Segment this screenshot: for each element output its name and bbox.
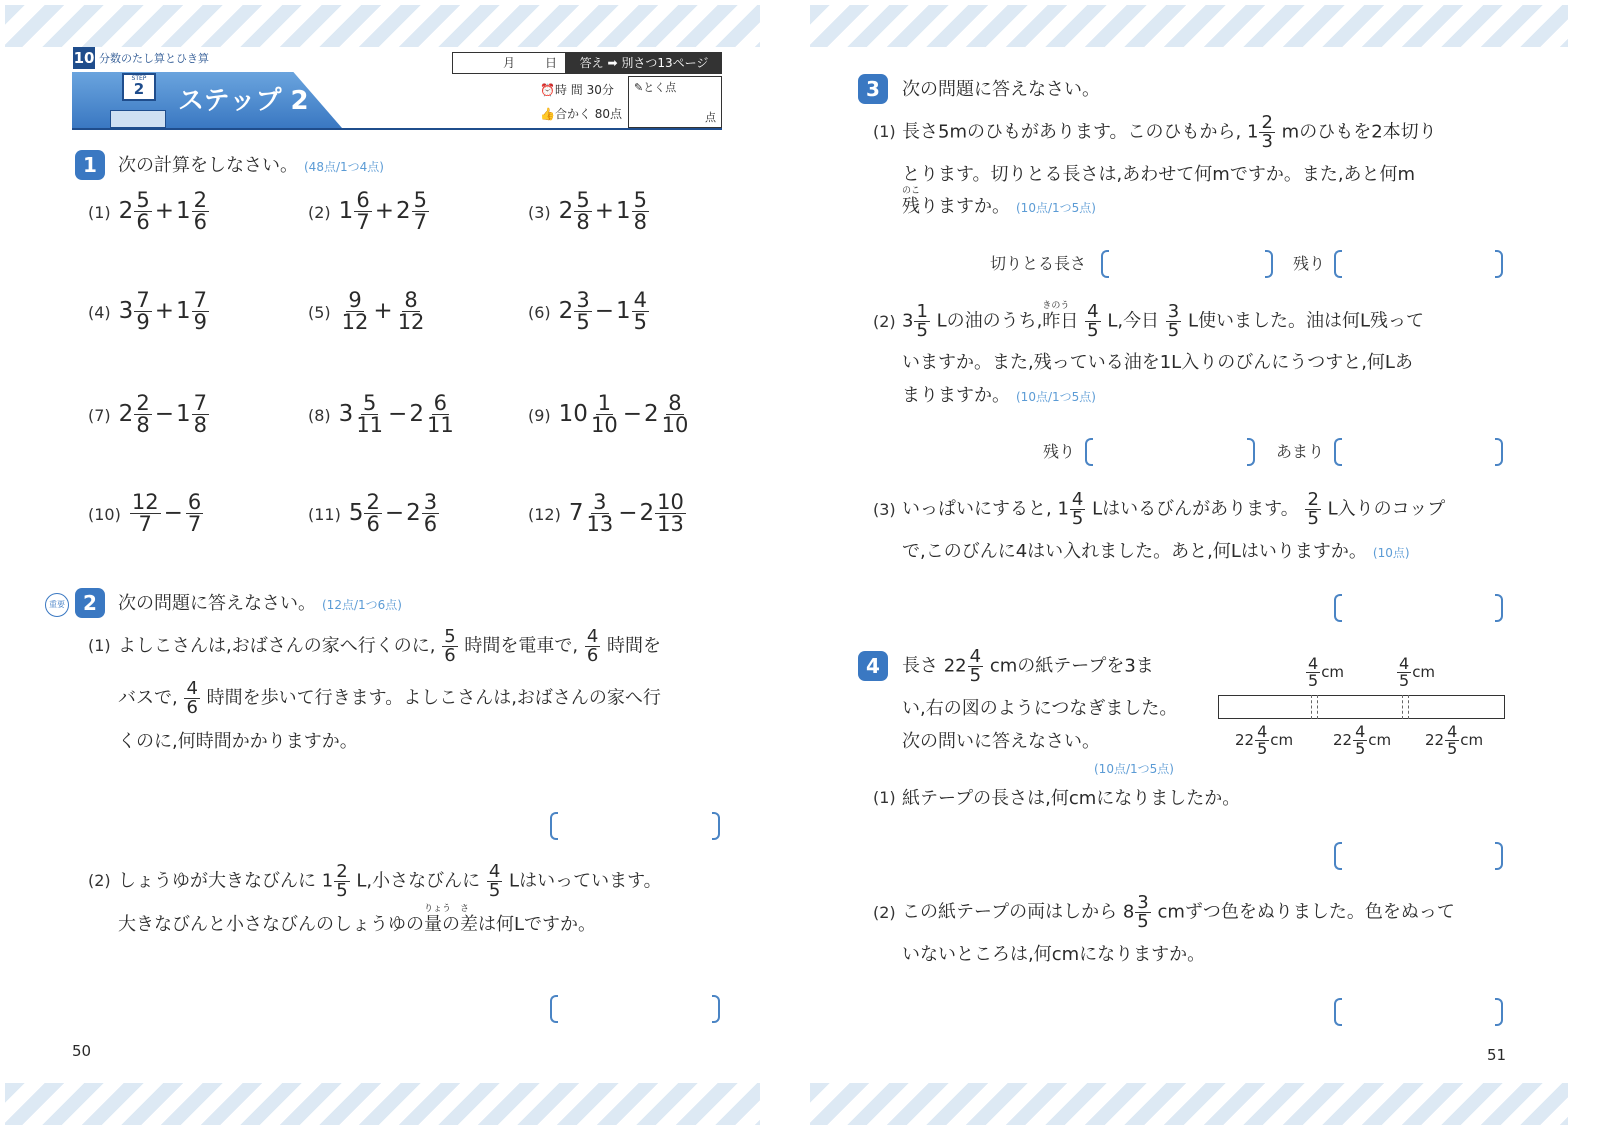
q3-1-answer1-bracket-left[interactable] [1101, 250, 1109, 278]
denominator: 6 [423, 512, 438, 536]
unit-number: 10 [73, 49, 95, 67]
q4-1-answer-bracket-left[interactable] [1334, 842, 1342, 870]
fraction [660, 393, 691, 436]
q4-2-answer-bracket-right[interactable] [1495, 998, 1503, 1026]
step-title: ステップ 2 [178, 86, 309, 116]
q2-2-label: (2) [88, 871, 111, 890]
q1-points: (48点/1つ4点) [304, 160, 384, 174]
fraction: $\frac{2}{5}$ [336, 861, 348, 901]
piece-label-3: 22 $\frac{4}{5}$ cm [1425, 722, 1484, 758]
fraction: $\frac{3}{5}$ [1137, 892, 1149, 932]
clock-icon: ⏰ [540, 83, 555, 97]
numerator: 5 [136, 188, 150, 212]
q2-number: 2 [75, 588, 105, 618]
fraction [574, 190, 591, 233]
q1-problem [88, 492, 204, 535]
operator: − [594, 298, 614, 324]
q1-problem [308, 290, 427, 333]
top-stripe-right [810, 5, 1568, 47]
page-number-right: 51 [1487, 1046, 1507, 1064]
denominator: 5 [576, 310, 590, 334]
operator: + [154, 298, 174, 324]
pass-text: 合かく 80点 [554, 107, 623, 121]
q3-1-line3: のこ 残りますか。 (10点/1つ5点) [902, 186, 1096, 217]
whole-number: 2 [643, 401, 659, 427]
q2-1-answer-bracket-left[interactable] [550, 812, 558, 840]
q4-2-answer-bracket-left[interactable] [1334, 998, 1342, 1026]
q4-line3: 次の問いに答えなさい。 [902, 731, 1100, 752]
step-podium [110, 110, 166, 128]
numerator: 3 [423, 490, 438, 514]
step-flag-icon [122, 73, 156, 101]
time-limit [540, 84, 614, 96]
fraction [192, 190, 209, 233]
problem-label: (11) [308, 505, 341, 524]
q3-2-points: (10点/1つ5点) [1016, 390, 1096, 404]
denominator: 9 [136, 310, 150, 334]
step-label: STEP [131, 75, 147, 82]
q3-1-answer2-label: 残り [1293, 254, 1326, 273]
page-number-left: 50 [72, 1042, 92, 1060]
whole-number: 3 [338, 401, 354, 427]
q3-2-answer2-bracket-right[interactable] [1495, 438, 1503, 466]
denominator: 10 [590, 413, 618, 437]
overlap-label-2: $\frac{4}{5}$ cm [1399, 654, 1436, 690]
q4-1-text: 紙テープの長さは,何cmになりましたか。 [902, 788, 1241, 809]
q4-line2: い,右の図のようにつなぎました。 [902, 698, 1178, 719]
problem-label: (2) [308, 203, 331, 222]
q3-1-line1: 長さ5mのひもがあります。このひもから, 1 $\frac{2}{3}$ mのひもを2本切り [902, 112, 1437, 152]
q1-problem [528, 190, 650, 233]
q3-2-answer1-label: 残り [1043, 442, 1076, 461]
numerator: 1 [597, 391, 611, 415]
denominator: 7 [413, 210, 427, 234]
denominator: 10 [661, 413, 689, 437]
numerator: 3 [593, 490, 607, 514]
numerator: 7 [193, 288, 207, 312]
whole-number: 5 [348, 500, 364, 526]
numerator: 6 [187, 490, 202, 514]
denominator: 9 [193, 310, 207, 334]
bottom-stripe-right [810, 1083, 1568, 1125]
numerator: 5 [576, 188, 590, 212]
numerator: 6 [433, 391, 448, 415]
tape-joint-2 [1402, 695, 1409, 719]
pencil-icon: ✎ [634, 81, 644, 94]
fraction [422, 492, 439, 535]
denominator: 13 [586, 512, 614, 536]
numerator: 4 [633, 288, 647, 312]
denominator: 7 [187, 512, 202, 536]
numerator: 10 [657, 490, 684, 514]
q3-1-answer2-bracket-right[interactable] [1495, 250, 1503, 278]
fraction [589, 393, 620, 436]
denominator: 12 [341, 310, 369, 334]
q1-problem [308, 393, 457, 436]
q1-problem [88, 290, 210, 333]
fraction: $\frac{4}{6}$ [586, 626, 599, 666]
q1-problem [308, 190, 430, 233]
piece-label-2: 22 $\frac{4}{5}$ cm [1333, 722, 1392, 758]
q4-2-label: (2) [873, 903, 896, 922]
q2-2-answer-bracket-right[interactable] [712, 995, 720, 1023]
fraction: $\frac{4}{5}$ [488, 861, 501, 901]
fraction [192, 290, 209, 333]
fraction: $\frac{2}{3}$ [1261, 112, 1273, 152]
problem-label: (7) [88, 406, 111, 425]
top-stripe-left [5, 5, 760, 47]
operator: − [384, 500, 405, 526]
denominator: 5 [633, 310, 647, 334]
numerator: 7 [193, 391, 207, 415]
q1-problem [528, 393, 691, 436]
q2-1-line3: くのに,何時間かかりますか。 [118, 731, 358, 752]
tape-strip [1218, 695, 1505, 719]
problem-label: (6) [528, 303, 551, 322]
fraction [412, 190, 429, 233]
denominator: 8 [136, 413, 150, 437]
q3-number: 3 [858, 74, 888, 104]
q1-title: 次の計算をしなさい。 (48点/1つ4点) [118, 155, 384, 176]
q2-1-line1: よしこさんは,おばさんの家へ行くのに, $\frac{5}{6}$ 時間を電車で, $\frac{4}{6}$ 時間を [118, 626, 662, 666]
q2-1-label: (1) [88, 636, 111, 655]
q1-problem [308, 492, 440, 535]
numerator: 9 [348, 288, 362, 312]
numerator: 6 [356, 188, 370, 212]
answer-ref: 答え ➡ 別さつ13ページ [566, 52, 722, 74]
denominator: 8 [576, 210, 590, 234]
q4-number: 4 [858, 651, 888, 681]
numerator: 2 [193, 188, 207, 212]
problem-label: (9) [528, 406, 551, 425]
problem-label: (10) [88, 505, 121, 524]
q3-3-points: (10点) [1372, 546, 1410, 560]
q3-1-line2: とります。切りとる長さは,あわせて何mですか。また,あと何m [902, 164, 1416, 185]
q3-2-answer1-bracket-right[interactable] [1247, 438, 1255, 466]
denominator: 12 [397, 310, 425, 334]
q1-problem [88, 190, 210, 233]
q3-2-answer1-bracket-left[interactable] [1085, 438, 1093, 466]
tape-diagram [1215, 652, 1510, 762]
numerator: 2 [136, 391, 150, 415]
fraction: $\frac{4}{5}$ [969, 646, 982, 686]
operator: − [618, 500, 638, 526]
whole-number: 2 [409, 401, 424, 427]
q3-3-answer-bracket-left[interactable] [1334, 594, 1342, 622]
q3-2-label: (2) [873, 312, 896, 331]
whole-number: 1 [615, 198, 631, 224]
time-text: 時 間 30分 [554, 83, 614, 97]
numerator: 8 [404, 288, 418, 312]
fraction [425, 393, 456, 436]
fraction [396, 290, 427, 333]
day-label: 日 [545, 56, 558, 70]
problem-label: (8) [308, 406, 331, 425]
fraction [655, 492, 686, 535]
bottom-stripe-left [5, 1083, 760, 1125]
problem-label: (12) [528, 505, 561, 524]
tape-joint-1 [1311, 695, 1318, 719]
q3-1-label: (1) [873, 122, 896, 141]
q1-problem [528, 290, 650, 333]
fraction [632, 290, 649, 333]
problem-label: (1) [88, 203, 111, 222]
q2-points: (12点/1つ6点) [322, 598, 402, 612]
whole-number: 3 [118, 298, 134, 324]
fraction [134, 290, 151, 333]
fraction: $\frac{4}{5}$ [1087, 301, 1099, 341]
fraction [186, 492, 203, 535]
q1-number: 1 [75, 150, 105, 180]
header-rule [72, 128, 722, 130]
q3-1-answer2-bracket-left[interactable] [1334, 250, 1342, 278]
whole-number: 2 [639, 500, 655, 526]
numerator: 2 [366, 490, 380, 514]
operator: + [374, 198, 394, 224]
q2-2-answer-bracket-left[interactable] [550, 995, 558, 1023]
q3-3-line2: で,このびんに4はい入れました。あと,何Lはいりますか。 (10点) [902, 541, 1410, 562]
whole-number: 7 [568, 500, 584, 526]
q2-badge: 重要 [45, 593, 69, 617]
numerator: 7 [136, 288, 150, 312]
month-label: 月 [503, 56, 516, 70]
q2-title: 次の問題に答えなさい。 (12点/1つ6点) [118, 593, 402, 614]
q1-problem [528, 492, 687, 535]
fraction: $\frac{4}{6}$ [186, 678, 198, 718]
fraction: $\frac{2}{5}$ [1307, 489, 1319, 529]
whole-number: 2 [118, 198, 134, 224]
q3-3-line1: いっぱいにすると, 1 $\frac{4}{5}$ Lはいるびんがあります。 $\frac{2}{5}$ L入りのコップ [902, 489, 1446, 529]
q3-3-answer-bracket-right[interactable] [1495, 594, 1503, 622]
fraction [354, 393, 385, 436]
q3-2-answer2-label: あまり [1276, 442, 1325, 461]
denominator: 11 [356, 413, 384, 437]
whole-number: 1 [175, 198, 191, 224]
q3-3-label: (3) [873, 500, 896, 519]
q2-2-line2: 大きなびんと小さなびんのしょうゆの りょう 量の さ 差は何Lですか。 [118, 904, 597, 935]
denominator: 6 [136, 210, 150, 234]
problem-label: (4) [88, 303, 111, 322]
q4-points: (10点/1つ5点) [1094, 762, 1174, 776]
fraction [364, 492, 381, 535]
q2-1-answer-bracket-right[interactable] [712, 812, 720, 840]
whole-number: 1 [175, 298, 191, 324]
fraction [134, 190, 151, 233]
numerator: 3 [576, 288, 590, 312]
q4-2-line2: いないところは,何cmになりますか。 [902, 944, 1206, 965]
q2-1-line2: バスで, $\frac{4}{6}$ 時間を歩いて行きます。よしこさんは,おばさんの家へ行 [118, 678, 661, 718]
whole-number: 2 [118, 401, 134, 427]
score-unit: 点 [705, 111, 716, 124]
whole-number: 2 [406, 500, 421, 526]
operator: − [163, 500, 183, 526]
overlap-label-1: $\frac{4}{5}$ cm [1308, 654, 1345, 690]
fraction [192, 393, 209, 436]
thumbs-up-icon: 👍 [540, 107, 555, 121]
denominator: 8 [633, 210, 647, 234]
q3-1-points: (10点/1つ5点) [1016, 201, 1096, 215]
q3-1-answer1-bracket-right[interactable] [1265, 250, 1273, 278]
fraction [130, 492, 161, 535]
denominator: 11 [426, 413, 454, 437]
numerator: 5 [633, 188, 647, 212]
q3-1-answer1-label: 切りとる長さ [990, 254, 1087, 273]
problem-label: (3) [528, 203, 551, 222]
operator: − [154, 401, 174, 427]
operator: + [373, 298, 393, 324]
operator: − [388, 401, 408, 427]
q3-title: 次の問題に答えなさい。 [902, 79, 1100, 100]
unit-title: 分数のたし算とひき算 [99, 52, 209, 65]
step-number: 2 [133, 80, 145, 98]
whole-number: 1 [338, 198, 354, 224]
denominator: 7 [138, 512, 152, 536]
fraction: $\frac{5}{6}$ [444, 626, 456, 666]
denominator: 7 [356, 210, 370, 234]
fraction: $\frac{3}{5}$ [1167, 301, 1180, 341]
denominator: 6 [193, 210, 207, 234]
numerator: 5 [413, 188, 427, 212]
q3-2-line3: まりますか。 (10点/1つ5点) [902, 385, 1096, 406]
q4-2-line1: この紙テープの両はしから 8 $\frac{3}{5}$ cmずつ色をぬりました。色をぬって [902, 892, 1455, 932]
score-label: ✎とく点 [634, 81, 677, 94]
whole-number: 1 [615, 298, 631, 324]
q2-2-line1: しょうゆが大きなびんに 1 $\frac{2}{5}$ L,小さなびんに $\frac{4}{5}$ Lはいっています。 [118, 861, 662, 901]
denominator: 13 [657, 512, 684, 536]
q4-1-label: (1) [873, 788, 896, 807]
q3-2-line2: いますか。また,残っている油を1L入りのびんにうつすと,何Lあ [902, 352, 1413, 373]
q3-2-answer2-bracket-left[interactable] [1334, 438, 1342, 466]
operator: − [622, 401, 642, 427]
whole-number: 10 [558, 401, 588, 427]
fraction [632, 190, 649, 233]
numerator: 5 [362, 391, 377, 415]
numerator: 8 [668, 391, 682, 415]
fraction: $\frac{1}{5}$ [916, 301, 928, 341]
operator: + [154, 198, 174, 224]
operator: + [594, 198, 614, 224]
whole-number: 2 [558, 198, 574, 224]
q4-1-answer-bracket-right[interactable] [1495, 842, 1503, 870]
fraction [574, 290, 591, 333]
q1-problem [88, 393, 210, 436]
fraction: $\frac{4}{5}$ [1071, 489, 1084, 529]
numerator: 12 [131, 490, 159, 514]
problem-label: (5) [308, 303, 331, 322]
fraction [354, 190, 371, 233]
denominator: 8 [193, 413, 207, 437]
fraction [134, 393, 151, 436]
piece-label-1: 22 $\frac{4}{5}$ cm [1235, 722, 1294, 758]
whole-number: 1 [175, 401, 191, 427]
fraction [584, 492, 615, 535]
pass-score [540, 108, 622, 120]
denominator: 6 [366, 512, 380, 536]
whole-number: 2 [395, 198, 411, 224]
q3-2-line1: 3 $\frac{1}{5}$ Lの油のうち, きのう 昨日 $\frac{4}{5}$ L,今日 $\frac{3}{5}$ L使いました。油は何L残って [902, 300, 1425, 341]
fraction [340, 290, 371, 333]
whole-number: 2 [558, 298, 574, 324]
q4-line1: 長さ 22 $\frac{4}{5}$ cmの紙テープを3ま [902, 646, 1154, 686]
